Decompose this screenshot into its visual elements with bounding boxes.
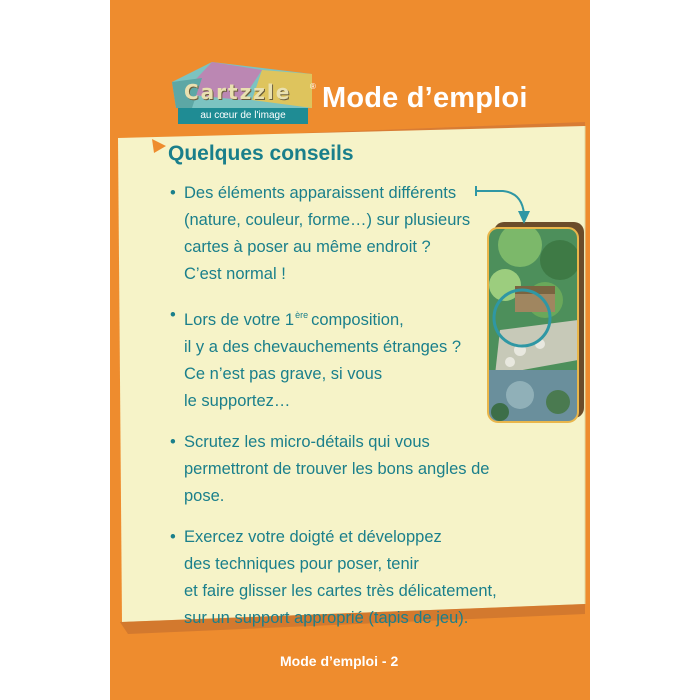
page-title: Mode d’emploi — [322, 82, 528, 114]
tip-item — [170, 524, 530, 632]
tip-line: C’est normal ! — [184, 265, 286, 283]
tip-line: sur un support approprié (tapis de jeu). — [184, 609, 469, 627]
tip-line: cartes à poser au même endroit ? — [184, 238, 431, 256]
tip-item — [170, 429, 530, 510]
tip-line: pose. — [184, 487, 225, 505]
logo-wordmark: Cartzzle — [184, 80, 292, 104]
tip-line: permettront de trouver les bons angles de — [184, 460, 490, 478]
tip-line: Exercez votre doigté et développez — [184, 528, 442, 546]
bullet: • — [170, 528, 176, 546]
tip-line-end: composition, — [311, 311, 404, 329]
tip-item — [170, 180, 530, 288]
section-arrow-icon — [152, 139, 168, 155]
tip-line-start: Lors de votre 1 — [184, 311, 295, 329]
tip-line: Ce n’est pas grave, si vous — [184, 365, 383, 383]
cartzzle-logo — [172, 60, 320, 126]
tip-line: il y a des chevauchements étranges ? — [184, 338, 461, 356]
tip-line: Des éléments apparaissent différents — [184, 184, 457, 202]
tip-line: (nature, couleur, forme…) sur plusieurs — [184, 211, 471, 229]
bullet: • — [170, 433, 176, 451]
tip-line: et faire glisser les cartes très délicatement, — [184, 582, 497, 600]
bullet: • — [170, 306, 176, 324]
tip-line — [184, 302, 530, 334]
tip-line: des techniques pour poser, tenir — [184, 555, 419, 573]
ordinal-superscript: ère — [295, 310, 309, 320]
tip-line: Scrutez les micro-détails qui vous — [184, 433, 430, 451]
tip-item — [170, 302, 530, 415]
tip-line: le supportez… — [184, 392, 291, 410]
tips-list — [170, 180, 530, 646]
page-footer: Mode d’emploi - 2 — [280, 653, 399, 669]
section-title: Quelques conseils — [168, 142, 354, 165]
bullet: • — [170, 184, 176, 202]
registered-mark: ® — [310, 82, 316, 91]
logo-tagline: au cœur de l'image — [178, 108, 308, 124]
